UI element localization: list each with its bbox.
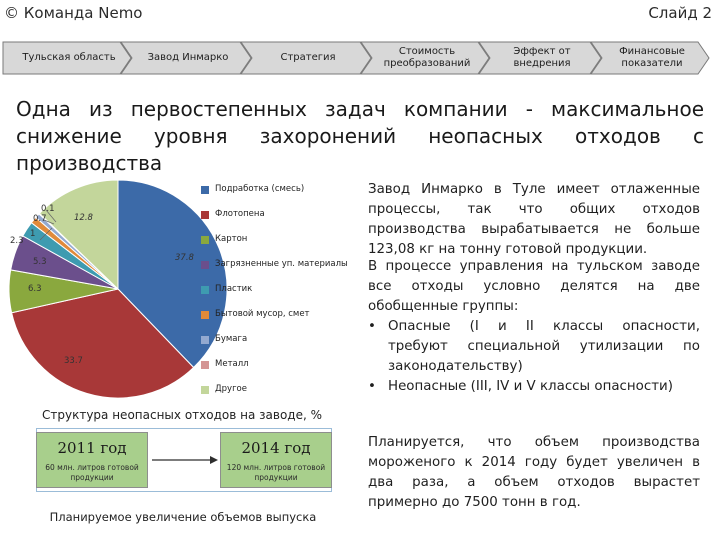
process-step[interactable]: [360, 41, 490, 75]
legend-label: Пластик: [215, 284, 253, 294]
p1-line: производства вырабатывается не больше: [368, 222, 700, 237]
process-step-label: Тульская область: [22, 52, 116, 63]
process-step-label: Стоимость преобразований: [383, 46, 471, 69]
legend-item: [215, 309, 310, 319]
legend-swatch: [201, 386, 209, 394]
slide-number: Слайд 2: [648, 4, 712, 22]
year-2014-value: 120 млн. литров готовой продукции: [226, 463, 326, 482]
legend-swatch: [201, 211, 209, 219]
pie-data-label: 0.1: [41, 204, 55, 214]
legend-item: [215, 234, 247, 244]
legend-label: Бытовой мусор, смет: [215, 309, 310, 319]
paragraph-plant: [368, 180, 700, 260]
pie-data-label: 12.8: [74, 213, 93, 223]
legend-label: Другое: [215, 384, 247, 394]
legend-label: Металл: [215, 359, 249, 369]
pie-data-label: 1: [30, 229, 36, 239]
bullet-dot: •: [368, 379, 376, 394]
pie-data-label: 2.3: [10, 236, 24, 246]
legend-item: [215, 384, 247, 394]
legend-swatch: [201, 361, 209, 369]
year-2014-label: 2014 год: [241, 439, 311, 457]
p2-line: все отходы условно делятся на две: [368, 279, 700, 294]
p1-line: 123,08 кг на тонну готовой продукции.: [368, 242, 648, 257]
team-label: © Команда Nemo: [4, 4, 143, 22]
p2-line: В процессе управления на тульском заводе: [368, 259, 700, 274]
p1-line: процессы, так что общих отходов: [368, 202, 700, 217]
title-line-2: снижение уровня захоронений неопасных отходов с производства: [16, 124, 704, 175]
bullet-nonhazardous: [368, 377, 708, 397]
paragraph-groups: [368, 257, 700, 317]
p3-line: два раза, а объем отходов вырастет: [368, 475, 700, 490]
process-step-label: Эффект от внедрения: [513, 46, 571, 69]
legend-item: [215, 334, 247, 344]
year-2011-value: 60 млн. литров готовой продукции: [45, 463, 139, 482]
legend-item: [215, 359, 249, 369]
pie-data-label: 37.8: [175, 253, 194, 263]
year-2011-box: [36, 432, 148, 488]
process-step-label: Завод Инмарко: [147, 52, 229, 63]
p2-line: обобщенные группы:: [368, 299, 519, 314]
legend-label: Загрязненные уп. материалы: [215, 259, 348, 269]
bullet2-line: Неопасные (III, IV и V классы опасности): [388, 379, 673, 394]
p1-line: Завод Инмарко в Туле имеет отлаженные: [368, 182, 700, 197]
legend-swatch: [201, 336, 209, 344]
bullet-hazardous: [368, 317, 700, 377]
p3-line: примерно до 7500 тонн в год.: [368, 495, 581, 510]
process-step-label: Стратегия: [280, 52, 336, 63]
process-step-label: Финансовые показатели: [619, 46, 685, 69]
paragraph-plan: [368, 433, 700, 513]
legend-swatch: [201, 236, 209, 244]
legend-item: [215, 284, 252, 294]
legend-swatch: [201, 286, 209, 294]
legend-swatch: [201, 311, 209, 319]
pie-data-label: 0.7: [33, 214, 47, 224]
legend-swatch: [201, 261, 209, 269]
legend-item: [215, 209, 265, 219]
year-2011-label: 2011 год: [57, 439, 127, 457]
process-step[interactable]: [478, 41, 602, 75]
p3-line: Планируется, что объем производства: [368, 435, 700, 450]
legend-item: [215, 184, 304, 194]
legend-label: Картон: [215, 234, 248, 244]
title-line-1: Одна из первостепенных задач компании - максимальное: [16, 97, 704, 121]
legend-label: Подработка (смесь): [215, 184, 305, 194]
year-2014-box: [220, 432, 332, 488]
legend-swatch: [201, 186, 209, 194]
bullet1-line: Опасные (I и II классы опасности,: [388, 319, 700, 334]
bullet1-line: требуют специальной утилизации по: [388, 339, 700, 354]
pie-data-label: 6.3: [28, 284, 42, 294]
growth-caption: Планируемое увеличение объемов выпуска: [49, 510, 317, 524]
bullet-dot: •: [368, 319, 376, 334]
p3-line: мороженого к 2014 году будет увеличен в: [368, 455, 700, 470]
legend-item: [215, 259, 348, 269]
pie-data-label: 33.7: [64, 356, 83, 366]
chart-title: Структура неопасных отходов на заводе, %: [42, 408, 322, 422]
legend-label: Флотопена: [215, 209, 265, 219]
legend-label: Бумага: [215, 334, 248, 344]
growth-arrow-icon: [150, 450, 220, 470]
process-step[interactable]: [590, 41, 710, 75]
pie-data-label: 5.3: [33, 257, 47, 267]
bullet1-line: законодательству): [388, 359, 523, 374]
